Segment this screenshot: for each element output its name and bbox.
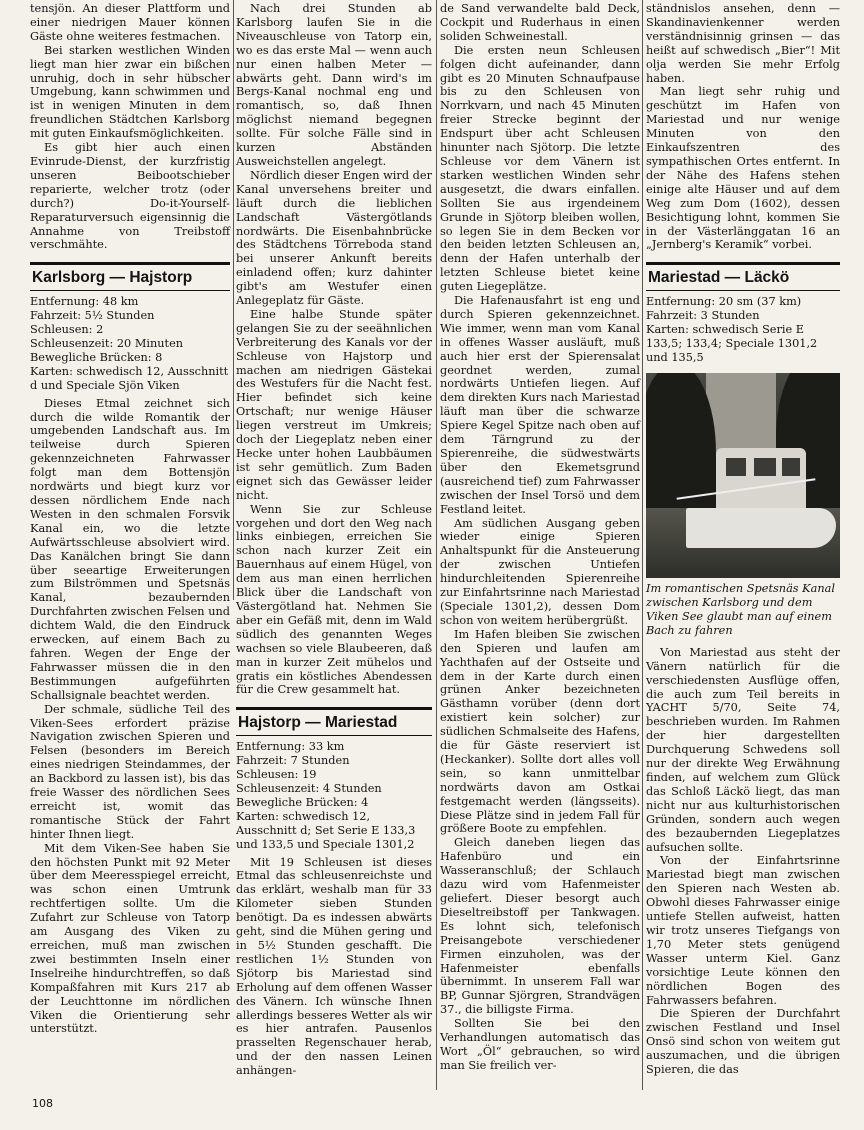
fact-locks: Schleusen: 2 (30, 323, 104, 337)
paragraph: Am südlichen Ausgang geben wieder einige Spieren Anhaltspunkt für die Ansteuerung der zwischen Untiefen hindurchleitenden Spierenreihe zur Einfahrtsrinne nach Mariestad (Speciale 1301,2), dessen Dom schon von weitem herübergrüßt. (440, 516, 640, 627)
paragraph: Wenn Sie zur Schleuse vorgehen und dort den Weg nach links einbiegen, erreichen Sie schon nach kurzer Zeit ein Bauernhaus auf einem Hügel, von dem aus man einen herrlichen Blick über die Landschaft von Västergötland hat. Nehmen Sie aber ein Gefäß mit, denn im Wald südlich des genannten Weges wachsen so viele Blaubeeren, daß man in kurzer Zeit mühelos und gratis ein köstliches Abendessen für die Crew gesammelt hat. (236, 502, 432, 697)
section-heading-hajstorp-mariestad: Hajstorp — Mariestad (236, 707, 432, 736)
page-number: 108 (32, 1097, 53, 1110)
fact-duration: Fahrzeit: 5½ Stunden (30, 309, 155, 323)
paragraph: Nördlich dieser Engen wird der Kanal unversehens breiter und läuft durch die lieblichen Landschaft Västergötlands nordwärts. Die Eisenbahnbrücke des Städtchens Törreboda stand bei unserer Ankunft bereits einladend offen; kurz dahinter gibt's am Westufer einen Anlegeplatz für Gäste. (236, 168, 432, 308)
photo-caption: Im romantischen Spetsnäs Kanal zwischen Karlsborg und dem Viken See glaubt man auf einem Bach zu fahren (646, 581, 835, 637)
fact-lock-time: Schleusenzeit: 20 Minuten (30, 337, 184, 351)
text-column-1 (30, 2, 230, 1036)
paragraph: de Sand verwandelte bald Deck, Cockpit und Ruderhaus in einen soliden Schweinestall. (440, 2, 640, 43)
section-heading-karlsborg-hajstorp: Karlsborg — Hajstorp (30, 262, 230, 291)
column-rule (233, 0, 234, 600)
paragraph: Eine halbe Stunde später gelangen Sie zu der seeähnlichen Verbreiterung des Kanals vor der Schleuse von Hajstorp und machen am niedrigen Gästekai des Westufers für die Nacht fest. Hier befindet sich keine Ortschaft; nur wenige Häuser liegen verstreut im Umkreis; doch der Liegeplatz neben einer Hecke unter hohen Laubbäumen ist sehr gemütlich. Zum Baden eignet sich das Gewässer leider nicht. (236, 307, 432, 502)
paragraph: Es gibt hier auch einen Evinrude-Dienst, der kurzfristig unseren Beibootschieber reparierte, welcher trotz (oder durch?) Do-it-Yourself-Reparaturversuch eigensinnig die Annahme von Treibstoff verschmähte. (30, 141, 230, 252)
section-heading-mariestad-lacko: Mariestad — Läckö (646, 262, 840, 291)
fact-lock-time: Schleusenzeit: 4 Stunden (236, 782, 382, 796)
paragraph: Mit dem Viken-See haben Sie den höchsten Punkt mit 92 Meter über dem Meeresspiegel erreicht, was schon einen Umtrunk rechtfertigen sollte. Um die Zufahrt zur Schleuse von Tatorp am Ausgang des Viken zu erreichen, muß man zwischen zwei bestimmten Inseln einer Inselreihe hindurchtreffen, so daß Kompaßfahren mit Kurs 217 ab der Leuchttonne im nördlichen Viken die Orientierung sehr unterstützt. (30, 841, 230, 1036)
paragraph: tensjön. An dieser Plattform und einer niedrigen Mauer können Gäste ohne weiteres festmachen. (30, 2, 230, 43)
text-column-4 (646, 2, 840, 1077)
fact-bridges: Bewegliche Brücken: 8 (30, 350, 163, 364)
paragraph: Die Hafenausfahrt ist eng und durch Spieren gekennzeichnet. Wie immer, wenn man vom Kanal in offenes Wasser ausläuft, muß auch hier erst der Spierensalat geordnet werden, zumal nordwärts Untiefen liegen. Auf dem direkten Kurs nach Mariestad läuft man über die schwarze Spiere Kegel Spitze nach oben auf dem Tärngrund zu der Spierenreihe, die südwestwärts über den Ekemetsgrund (ausreichend tief) zum Fahrwasser zwischen der Insel Torsö und dem Festland leitet. (440, 294, 640, 516)
paragraph: Man liegt sehr ruhig und geschützt im Hafen von Mariestad und nur wenige Minuten von den Einkaufszentren des sympathischen Ortes entfernt. In der Nähe des Hafens stehen einige alte Häuser und auf dem Weg zum Dom (1602), dessen Besichtigung lohnt, kommen Sie in der Västerlänggatan 16 an „Jernberg's Keramik“ vorbei. (646, 85, 840, 252)
paragraph: Der schmale, südliche Teil des Viken-Sees erfordert präzise Navigation zwischen Spieren und Felsen (besonders im Bereich eines niedrigen Steindammes, der an Backbord zu lassen ist), bis das freie Wasser des nördlichen Sees erreicht ist, womit das romantische Stück der Fahrt hinter Ihnen liegt. (30, 702, 230, 841)
column-rule (642, 0, 643, 1090)
fact-charts: Karten: schwedisch 12, Ausschnitt d und Speciale Sjön Viken (30, 364, 229, 392)
route-facts (646, 295, 840, 365)
paragraph: Von der Einfahrtsrinne Mariestad biegt man zwischen den Spieren nach Westen ab. Obwohl dieses Fahrwasser einige untiefe Stellen aufweist, hatten wir trotz unseres Tiefgangs von 1,70 Meter stets genügend Wasser unterm Kiel. Ganz vorsichtige Leute können den nördlichen Bogen des Fahrwassers befahren. (646, 854, 840, 1007)
paragraph: Von Mariestad aus steht der Vänern natürlich für die verschiedensten Ausflüge offen, die auch zum Teil bereits in YACHT 5/70, Seite 74, beschrieben wurden. Im Rahmen der hier dargestellten Durchquerung Schwedens soll nur der direkte Weg Erwähnung finden, auf welchem zum Glück das Schloß Läckö liegt, das man nicht nur aus kulturhistorischen Gründen, sondern auch wegen des bezaubernden Liegeplatzes aufsuchen sollte. (646, 645, 840, 854)
fact-locks: Schleusen: 19 (236, 768, 317, 782)
fact-duration: Fahrzeit: 3 Stunden (646, 309, 760, 323)
canal-boat-photo (646, 373, 840, 578)
fact-distance: Entfernung: 33 km (236, 740, 345, 754)
fact-distance: Entfernung: 20 sm (37 km) (646, 295, 802, 309)
fact-duration: Fahrzeit: 7 Stunden (236, 754, 350, 768)
paragraph: Dieses Etmal zeichnet sich durch die wilde Romantik der umgebenden Landschaft aus. Im teilweise durch Spieren gekennzeichneten Fahrwasser folgt man dem Bottensjön nordwärts und biegt kurz vor dessen nördlichem Ende nach Westen in den schmalen Forsvik Kanal ein, wo die letzte Aufwärtsschleuse absolviert wird. Das Kanälchen bringt Sie dann über seeartige Erweiterungen zum Bilströmmen und Spetsnäs Kanal, bezaubernden Durchfahrten zwischen Felsen und dichtem Wald, die den Eindruck erwecken, auf einem Bach zu fahren. Wegen der Enge der Fahrwasser müssen die in den Bestimmungen aufgeführten Schallsignale beachtet werden. (30, 396, 230, 702)
fact-bridges: Bewegliche Brücken: 4 (236, 795, 369, 809)
paragraph: Im Hafen bleiben Sie zwischen den Spieren und laufen am Yachthafen auf der Ostseite und dem in der Karte durch einen grünen Anker bezeichneten Gästhamn vorüber (denn dort existiert kein solcher) zur südlichen Schmalseite des Hafens, die für Gäste reserviert ist (Heckanker). Sollte dort alles voll sein, so kann unmittelbar nordwärts davon am Ostkai festgemacht werden (längsseits). Diese Plätze sind in jedem Fall für größere Boote zu empfehlen. (440, 627, 640, 836)
text-column-3 (440, 2, 640, 1073)
fact-distance: Entfernung: 48 km (30, 295, 139, 309)
paragraph: Gleich daneben liegen das Hafenbüro und ein Wasseranschluß; der Schlauch dazu wird vom Hafenmeister geliefert. Dieser besorgt auch Dieseltreibstoff per Tankwagen. Es lohnt sich, telefonisch Preisangebote verschiedener Firmen einzuholen, was der Hafenmeister ebenfalls übernimmt. In unserem Fall war BP, Gunnar Sjörgren, Strandvägen 37., die billigste Firma. (440, 836, 640, 1017)
paragraph: Die ersten neun Schleusen folgen dicht aufeinander, dann gibt es 20 Minuten Schnaufpause bis zu den Schleusen von Norrkvarn, und nach 45 Minuten freier Strecke beginnt der Endspurt über acht Schleusen hinunter nach Sjötorp. Die letzte Schleuse vor dem Vänern ist starken westlichen Winden sehr ausgesetzt, die dwars einfallen. Sollten Sie aus irgendeinem Grunde in Sjötorp bleiben wollen, so legen Sie in dem Becken vor den beiden letzten Schleusen an, denn der Hafen unterhalb der letzten Schleuse bietet keine guten Liegeplätze. (440, 43, 640, 294)
column-rule (436, 0, 437, 1090)
paragraph: ständnislos ansehen, denn — Skandinavienkenner werden verständnisinnig grinsen — das heißt auf schwedisch „Bier“! Mit olja werden Sie mehr Erfolg haben. (646, 2, 840, 85)
fact-charts: Karten: schwedisch Serie E 133,5; 133,4; Speciale 1301,2 und 135,5 (646, 323, 818, 364)
paragraph: Mit 19 Schleusen ist dieses Etmal das schleusenreichste und das erklärt, weshalb man für 33 Kilometer sieben Stunden benötigt. Da es indessen abwärts geht, sind die Mühen gering und in 5½ Stunden geschafft. Die restlichen 1½ Stunden von Sjötorp bis Mariestad sind Erholung auf dem offenen Wasser des Vänern. Ich wünsche Ihnen allerdings besseres Wetter als wir es hier antrafen. Pausenlos prasselten Regenschauer herab, und der den nassen Leinen anhängen- (236, 855, 432, 1078)
fact-charts: Karten: schwedisch 12, Ausschnitt d; Set Serie E 133,3 und 133,5 und Speciale 1301,2 (236, 809, 416, 851)
paragraph: Sollten Sie bei den Verhandlungen automatisch das Wort „Öl“ gebrauchen, so wird man Sie freilich ver- (440, 1017, 640, 1072)
text-column-2 (236, 2, 432, 1078)
paragraph: Bei starken westlichen Winden liegt man hier zwar ein bißchen unruhig, doch in sehr hübscher Umgebung, kann schwimmen und ist in wenigen Minuten in dem freundlichen Städtchen Karlsborg mit guten Einkaufsmöglichkeiten. (30, 43, 230, 141)
route-facts (236, 740, 432, 851)
paragraph: Die Spieren der Durchfahrt zwischen Festland und Insel Onsö sind schon von weitem gut auszumachen, und die übrigen Spieren, die das (646, 1007, 840, 1077)
paragraph: Nach drei Stunden ab Karlsborg laufen Sie in die Niveauschleuse von Tatorp ein, wo es das erste Mal — wenn auch nur einen halben Meter — abwärts geht. Dann wird's im Bergs-Kanal nochmal eng und romantisch, so, daß Ihnen möglichst niemand begegnen sollte. Für solche Fälle sind in kurzen Abständen Ausweichstellen angelegt. (236, 2, 432, 168)
route-facts (30, 295, 230, 392)
